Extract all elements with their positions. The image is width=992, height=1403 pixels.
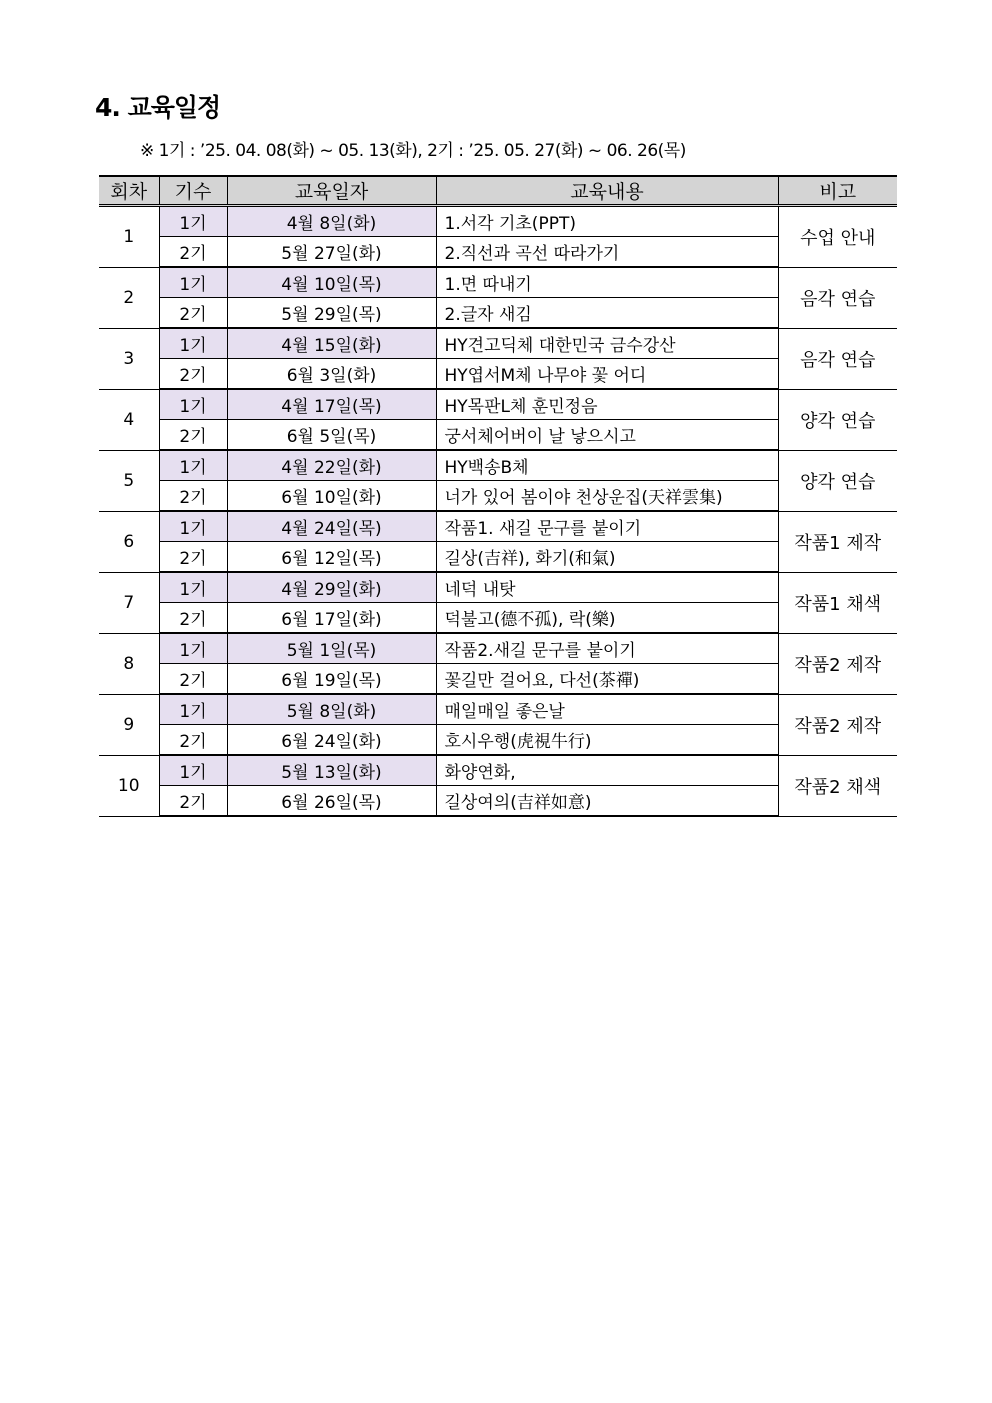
- content-cell: 꽃길만 걸어요, 다선(茶禪): [436, 664, 778, 695]
- date-cell: 6월 5일(목): [227, 420, 436, 451]
- content-cell: HY엽서M체 나무야 꽃 어디: [436, 359, 778, 390]
- date-cell: 5월 27일(화): [227, 237, 436, 268]
- content-cell: 덕불고(德不孤), 락(樂): [436, 603, 778, 634]
- note-cell: 작품2 채색: [778, 755, 897, 816]
- session-number: 8: [99, 633, 159, 694]
- content-cell: 궁서체어버이 날 낳으시고: [436, 420, 778, 451]
- note-cell: 작품2 제작: [778, 633, 897, 694]
- note-cell: 양각 연습: [778, 450, 897, 511]
- table-row: [99, 755, 897, 786]
- session-number: 7: [99, 572, 159, 633]
- note-cell: 작품1 채색: [778, 572, 897, 633]
- content-cell: 매일매일 좋은날: [436, 694, 778, 725]
- session-number: 10: [99, 755, 159, 816]
- cohort-cell: 2기: [159, 359, 227, 390]
- date-cell: 5월 1일(목): [227, 633, 436, 664]
- period-note: ※ 1기 : ’25. 04. 08(화) ~ 05. 13(화), 2기 : ’25. 05. 27(화) ~ 06. 26(목): [140, 141, 686, 161]
- table-row: [99, 237, 897, 268]
- content-cell: 작품1. 새길 문구를 붙이기: [436, 511, 778, 542]
- content-cell: HY백송B체: [436, 450, 778, 481]
- note-cell: 음각 연습: [778, 328, 897, 389]
- header-session: 회차: [99, 176, 159, 206]
- table-row: [99, 420, 897, 451]
- content-cell: HY견고딕체 대한민국 금수강산: [436, 328, 778, 359]
- cohort-cell: 1기: [159, 572, 227, 603]
- date-cell: 6월 24일(화): [227, 725, 436, 756]
- date-cell: 4월 17일(목): [227, 389, 436, 420]
- cohort-cell: 2기: [159, 603, 227, 634]
- cohort-cell: 2기: [159, 237, 227, 268]
- date-cell: 5월 13일(화): [227, 755, 436, 786]
- date-cell: 6월 3일(화): [227, 359, 436, 390]
- date-cell: 4월 29일(화): [227, 572, 436, 603]
- content-cell: 1.면 따내기: [436, 267, 778, 298]
- table-row: [99, 450, 897, 481]
- table-row: [99, 664, 897, 695]
- cohort-cell: 1기: [159, 206, 227, 237]
- date-cell: 6월 12일(목): [227, 542, 436, 573]
- cohort-cell: 2기: [159, 786, 227, 817]
- cohort-cell: 1기: [159, 755, 227, 786]
- table-row: [99, 389, 897, 420]
- table-row: [99, 603, 897, 634]
- cohort-cell: 1기: [159, 511, 227, 542]
- date-cell: 6월 10일(화): [227, 481, 436, 512]
- note-cell: 양각 연습: [778, 389, 897, 450]
- session-number: 2: [99, 267, 159, 328]
- content-cell: 2.직선과 곡선 따라가기: [436, 237, 778, 268]
- date-cell: 4월 10일(목): [227, 267, 436, 298]
- header-content: 교육내용: [436, 176, 778, 206]
- cohort-cell: 2기: [159, 298, 227, 329]
- header-note: 비고: [778, 176, 897, 206]
- content-cell: 2.글자 새김: [436, 298, 778, 329]
- table-row: [99, 786, 897, 817]
- table-row: [99, 572, 897, 603]
- section-title: 4. 교육일정: [95, 93, 221, 122]
- table-row: [99, 694, 897, 725]
- session-number: 3: [99, 328, 159, 389]
- note-cell: 음각 연습: [778, 267, 897, 328]
- date-cell: 4월 15일(화): [227, 328, 436, 359]
- note-cell: 수업 안내: [778, 206, 897, 268]
- schedule-table: [99, 175, 897, 817]
- date-cell: 6월 19일(목): [227, 664, 436, 695]
- content-cell: 길상(吉祥), 화기(和氣): [436, 542, 778, 573]
- cohort-cell: 2기: [159, 664, 227, 695]
- table-row: [99, 328, 897, 359]
- note-cell: 작품2 제작: [778, 694, 897, 755]
- session-number: 1: [99, 206, 159, 268]
- date-cell: 4월 8일(화): [227, 206, 436, 237]
- table-row: [99, 633, 897, 664]
- cohort-cell: 1기: [159, 328, 227, 359]
- date-cell: 4월 24일(목): [227, 511, 436, 542]
- content-cell: 길상여의(吉祥如意): [436, 786, 778, 817]
- date-cell: 6월 26일(목): [227, 786, 436, 817]
- table-row: [99, 206, 897, 237]
- table-row: [99, 542, 897, 573]
- date-cell: 6월 17일(화): [227, 603, 436, 634]
- header-date: 교육일자: [227, 176, 436, 206]
- session-number: 6: [99, 511, 159, 572]
- table-row: [99, 298, 897, 329]
- session-number: 4: [99, 389, 159, 450]
- cohort-cell: 2기: [159, 542, 227, 573]
- cohort-cell: 2기: [159, 420, 227, 451]
- date-cell: 5월 29일(목): [227, 298, 436, 329]
- content-cell: HY목판L체 훈민정음: [436, 389, 778, 420]
- cohort-cell: 1기: [159, 694, 227, 725]
- date-cell: 4월 22일(화): [227, 450, 436, 481]
- table-row: [99, 359, 897, 390]
- content-cell: 1.서각 기초(PPT): [436, 206, 778, 237]
- content-cell: 너가 있어 봄이야 천상운집(天祥雲集): [436, 481, 778, 512]
- content-cell: 호시우행(虎視牛行): [436, 725, 778, 756]
- session-number: 9: [99, 694, 159, 755]
- header-row: [99, 176, 897, 206]
- session-number: 5: [99, 450, 159, 511]
- header-cohort: 기수: [159, 176, 227, 206]
- content-cell: 화양연화,: [436, 755, 778, 786]
- cohort-cell: 1기: [159, 267, 227, 298]
- table-row: [99, 511, 897, 542]
- cohort-cell: 1기: [159, 389, 227, 420]
- table-row: [99, 481, 897, 512]
- cohort-cell: 2기: [159, 725, 227, 756]
- table-row: [99, 725, 897, 756]
- date-cell: 5월 8일(화): [227, 694, 436, 725]
- table-row: [99, 267, 897, 298]
- note-cell: 작품1 제작: [778, 511, 897, 572]
- cohort-cell: 1기: [159, 450, 227, 481]
- content-cell: 네덕 내탓: [436, 572, 778, 603]
- cohort-cell: 1기: [159, 633, 227, 664]
- cohort-cell: 2기: [159, 481, 227, 512]
- content-cell: 작품2.새길 문구를 붙이기: [436, 633, 778, 664]
